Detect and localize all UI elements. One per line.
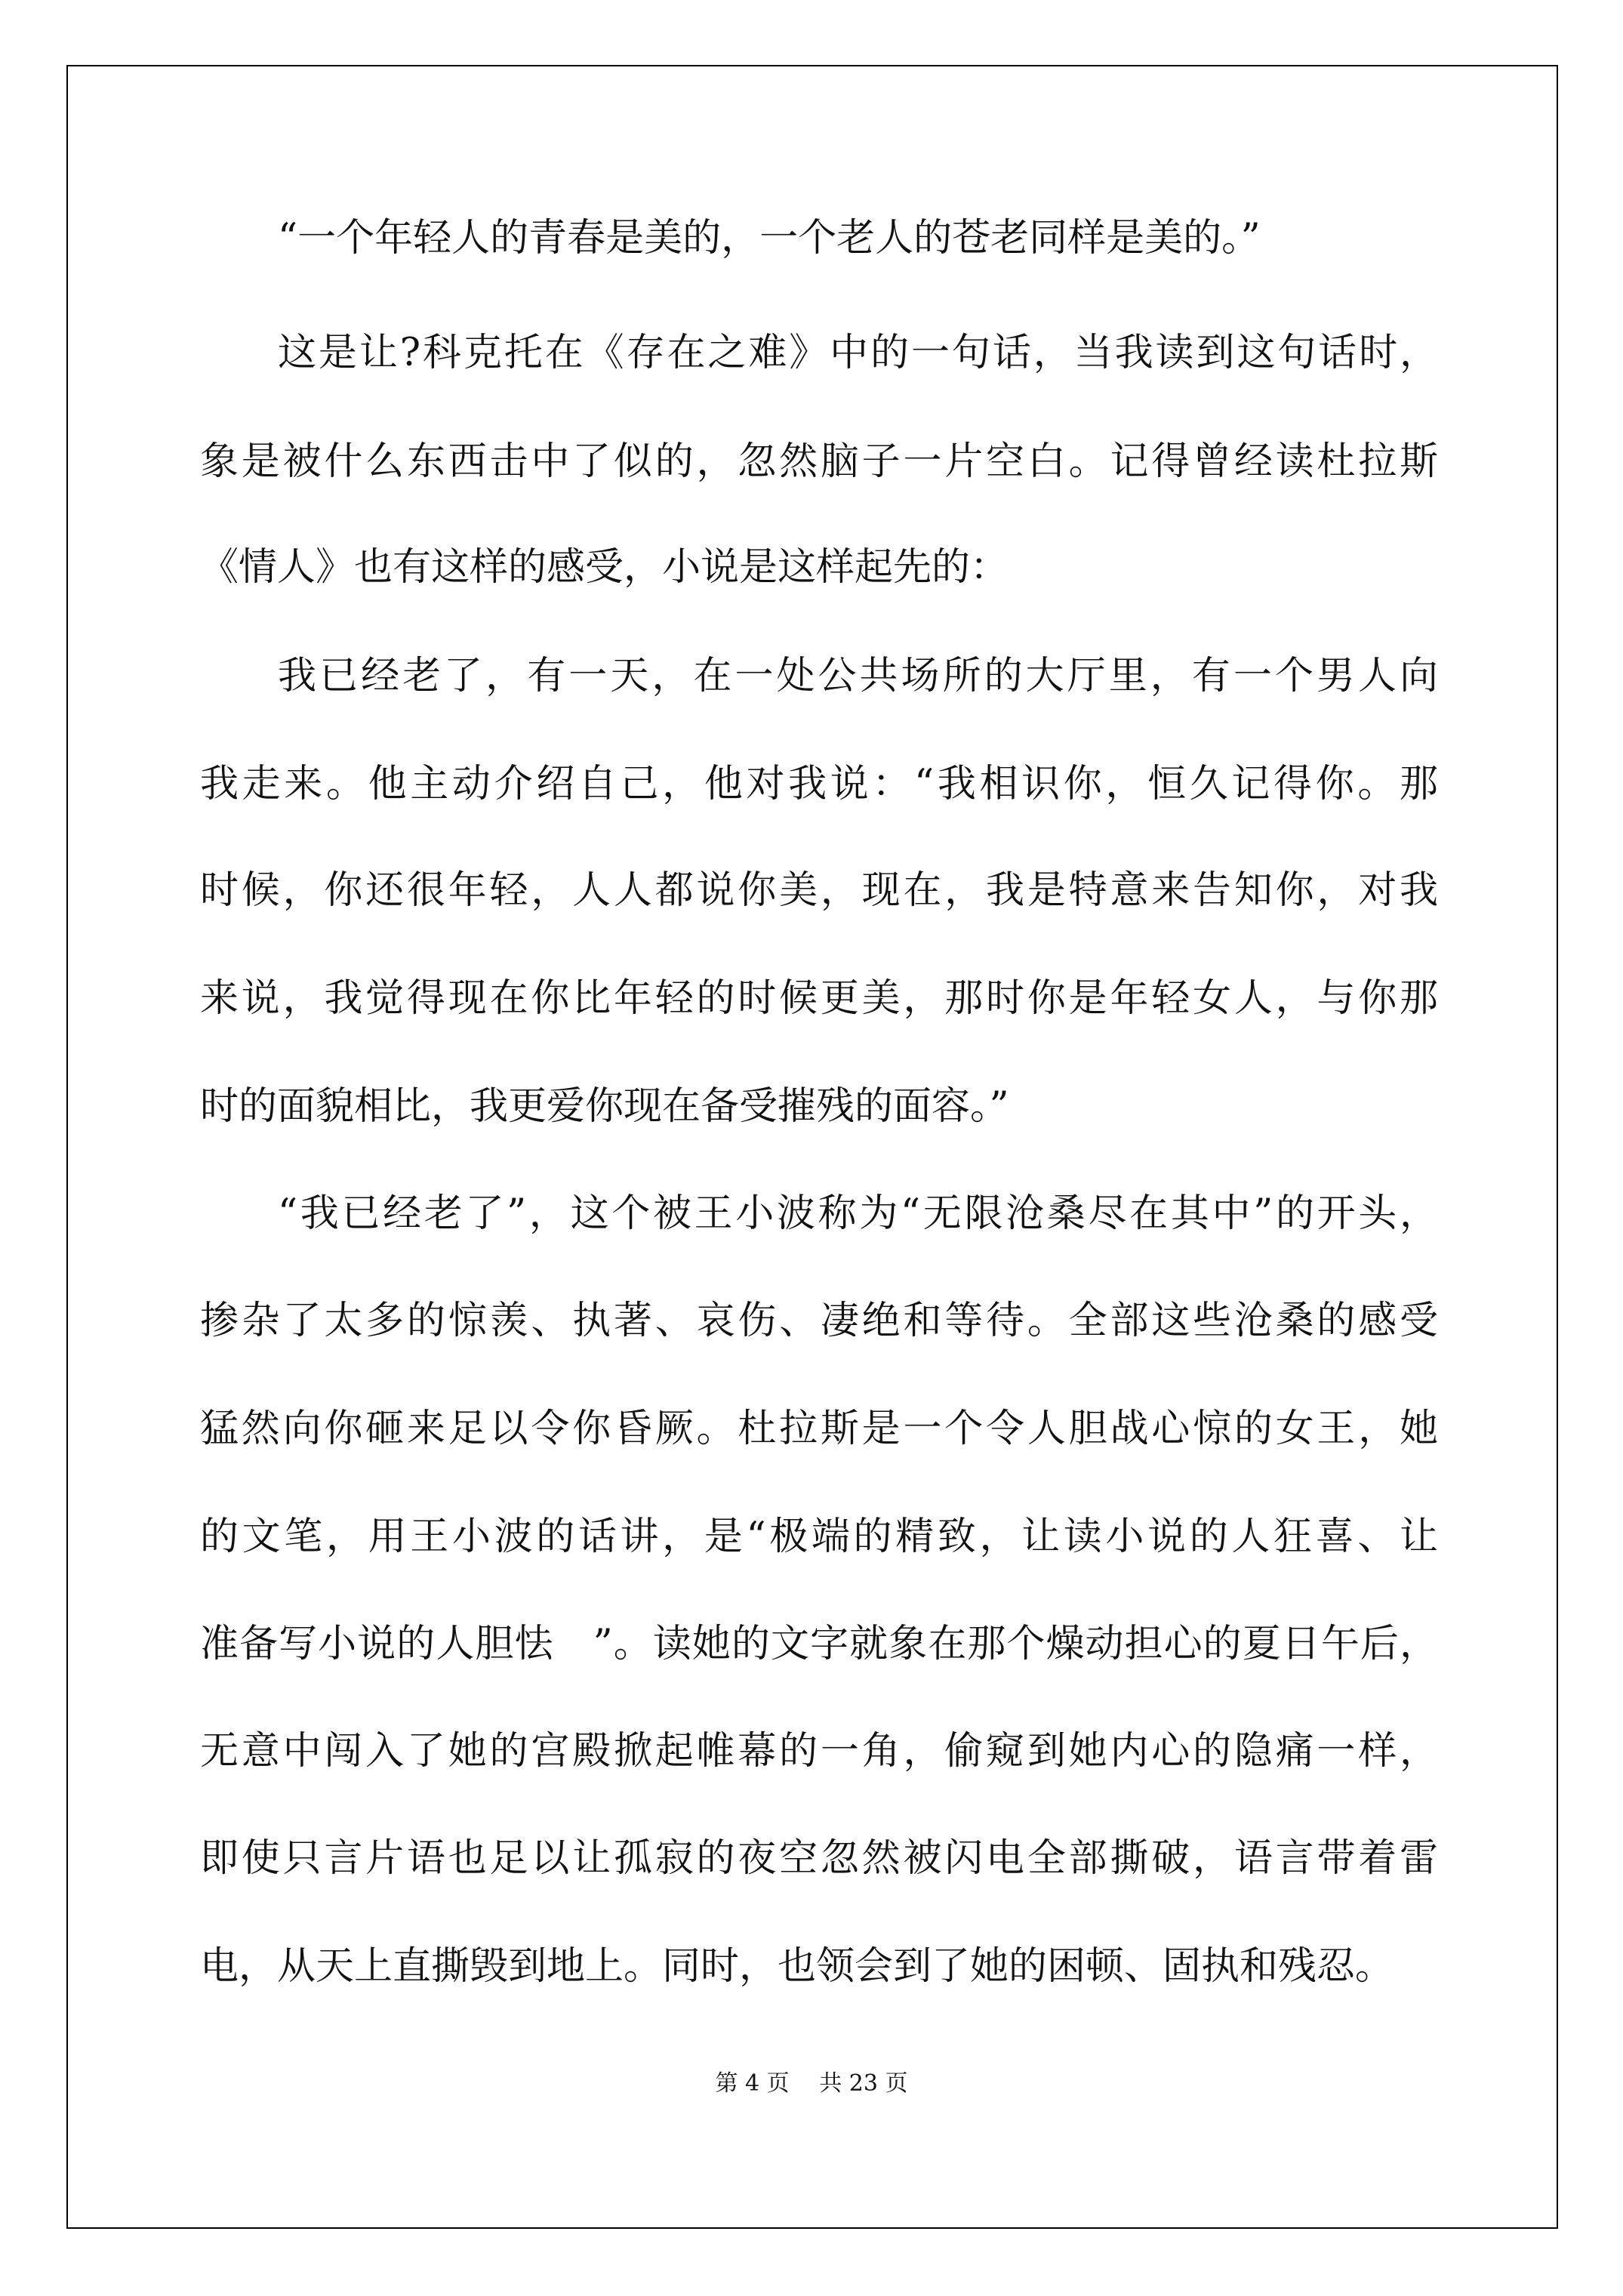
paragraph-4-line-8: 电，从天上直撕毁到地上。同时，也领会到了她的困顿、固执和残忍。 [200,1944,1394,1989]
paragraph-3-line-3: 时候，你还很年轻，人人都说你美，现在，我是特意来告知你，对我 [200,868,1438,913]
paragraph-4-line-5: 准备写小说的人胆怯 ”。读她的文字就象在那个燥动担心的夏日午后， [200,1622,1438,1666]
paragraph-2-line-1: 这是让?科克托在《存在之难》中的一句话，当我读到这句话时， [278,331,1438,375]
paragraph-4-line-7: 即使只言片语也足以让孤寂的夜空忽然被闪电全部撕破，语言带着雷 [200,1836,1438,1881]
page-number-footer: 第 4 页 共 23 页 [715,2070,908,2097]
paragraph-1-line-1: “一个年轻人的青春是美的，一个老人的苍老同样是美的。” [278,216,1261,260]
paragraph-4-line-1: “我已经老了”，这个被王小波称为“无限沧桑尽在其中”的开头， [278,1191,1438,1236]
paragraph-3-line-4: 来说，我觉得现在你比年轻的时候更美，那时你是年轻女人，与你那 [200,976,1438,1021]
paragraph-4-line-2: 掺杂了太多的惊羡、执著、哀伤、凄绝和等待。全部这些沧桑的感受 [200,1299,1438,1343]
paragraph-2-line-2: 象是被什么东西击中了似的，忽然脑子一片空白。记得曾经读杜拉斯 [200,439,1438,484]
paragraph-4-line-4: 的文笔，用王小波的话讲，是“极端的精致，让读小说的人狂喜、让 [200,1515,1438,1559]
paragraph-2-line-3: 《情人》也有这样的感受，小说是这样起先的： [200,545,1009,590]
paragraph-3-line-5: 时的面貌相比，我更爱你现在备受摧残的面容。” [200,1084,1009,1129]
paragraph-4-line-3: 猛然向你砸来足以令你昏厥。杜拉斯是一个令人胆战心惊的女王，她 [200,1407,1438,1451]
paragraph-4-line-6: 无意中闯入了她的宫殿掀起帷幕的一角，偷窥到她内心的隐痛一样， [200,1729,1438,1774]
paragraph-3-line-1: 我已经老了，有一天，在一处公共场所的大厅里，有一个男人向 [278,654,1438,698]
page-border [66,65,1558,2229]
paragraph-3-line-2: 我走来。他主动介绍自己，他对我说：“我相识你，恒久记得你。那 [200,762,1438,806]
